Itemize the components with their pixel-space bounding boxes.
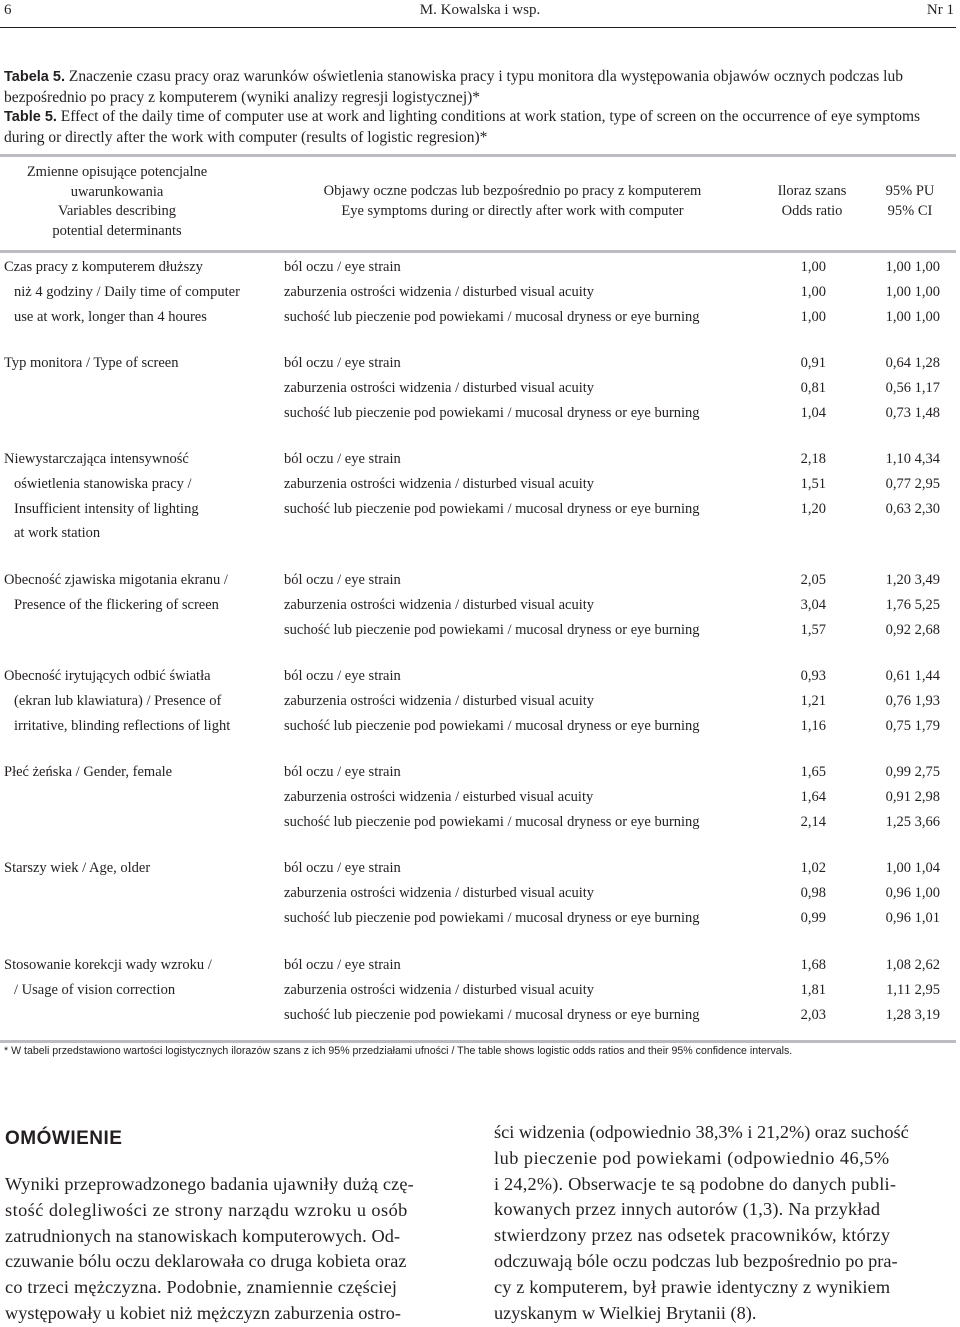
ci-cell: 0,61 1,44: [885, 668, 940, 684]
odds-ratio-cell: 2,05: [800, 572, 826, 588]
header-line: Objawy oczne podczas lub bezpośrednio po pracy z komputerem: [323, 183, 702, 199]
odds-ratio-cell: 3,04: [800, 596, 826, 613]
variable-label: oświetlenia stanowiska pracy /: [14, 475, 192, 492]
running-header: [0, 0, 960, 24]
issue-number: Nr 1: [926, 2, 954, 18]
table-top-rule: [0, 154, 956, 157]
symptom-cell: ból oczu / eye strain: [284, 668, 401, 684]
variable-label: Płeć żeńska / Gender, female: [4, 764, 173, 780]
symptom-cell: ból oczu / eye strain: [284, 764, 401, 780]
table-footnote: * W tabeli przedstawiono wartości logistycznych ilorazów szans z ich 95% przedziałami ufności / The table shows logistic odds ratios and their 95% confidence intervals.: [4, 1045, 793, 1057]
symptom-cell: zaburzenia ostrości widzenia / disturbed visual acuity: [284, 981, 595, 998]
header-line: uwarunkowania: [70, 183, 164, 200]
text-line: występowały u kobiet niż mężczyzn zaburzenia ostro-: [5, 1302, 401, 1323]
variable-label: Starszy wiek / Age, older: [4, 860, 151, 876]
text-line: kowanych przez innych autorów (1,3). Na przykład: [494, 1199, 881, 1220]
ci-cell: 0,76 1,93: [885, 692, 940, 709]
ci-cell: 0,75 1,79: [885, 717, 940, 734]
symptom-cell: ból oczu / eye strain: [284, 451, 401, 467]
variable-label: (ekran lub klawiatura) / Presence of: [14, 692, 222, 709]
header-ci: [870, 182, 950, 221]
left-column-text: [5, 1172, 468, 1327]
symptom-cell: zaburzenia ostrości widzenia / disturbed visual acuity: [284, 475, 595, 492]
symptom-cell: suchość lub pieczenie pod powiekami / mucosal dryness or eye burning: [284, 404, 700, 421]
ci-cell: 1,76 5,25: [885, 596, 940, 613]
ci-cell: 1,00 1,00: [885, 283, 940, 300]
odds-ratio-cell: 0,91: [800, 355, 826, 371]
symptom-cell: zaburzenia ostrości widzenia / disturbed visual acuity: [284, 692, 595, 709]
header-line: Iloraz szans: [777, 183, 847, 199]
symptom-cell: ból oczu / eye strain: [284, 572, 401, 588]
caption-en-label: Table 5.: [4, 109, 57, 125]
ci-cell: 1,25 3,66: [885, 813, 940, 830]
variable-label: Czas pracy z komputerem dłuższy: [4, 259, 203, 275]
ci-cell: 1,20 3,49: [885, 572, 940, 588]
odds-ratio-cell: 1,68: [800, 957, 826, 973]
odds-ratio-cell: 1,57: [800, 621, 826, 638]
symptom-cell: suchość lub pieczenie pod powiekami / mucosal dryness or eye burning: [284, 1006, 700, 1023]
header-symptoms: [290, 182, 735, 221]
table-caption: [4, 67, 954, 147]
table-header-rule: [0, 250, 956, 253]
symptom-cell: zaburzenia ostrości widzenia / disturbed visual acuity: [284, 379, 595, 396]
variable-label: Obecność irytujących odbić światła: [4, 668, 211, 684]
odds-ratio-cell: 0,99: [800, 909, 826, 926]
odds-ratio-cell: 1,00: [800, 283, 826, 300]
variable-label: / Usage of vision correction: [14, 981, 176, 998]
header-line: Odds ratio: [781, 202, 843, 219]
ci-cell: 1,00 1,00: [885, 308, 940, 325]
text-line: lub pieczenie pod powiekami (odpowiednio 46,5%: [494, 1147, 890, 1168]
odds-ratio-cell: 0,98: [800, 884, 826, 901]
ci-cell: 1,00 1,04: [885, 860, 940, 876]
header-line: 95% PU: [885, 183, 935, 199]
text-line: co trzeci mężczyzna. Podobnie, znamiennie częściej: [5, 1277, 398, 1298]
symptom-cell: ból oczu / eye strain: [284, 259, 401, 275]
variable-label: irritative, blinding reflections of light: [14, 717, 231, 734]
header-rule: [0, 27, 956, 28]
symptom-cell: zaburzenia ostrości widzenia / eisturbed visual acuity: [284, 788, 594, 805]
header-line: potential determinants: [52, 222, 182, 239]
variable-label: Insufficient intensity of lighting: [14, 500, 199, 517]
symptom-cell: ból oczu / eye strain: [284, 355, 401, 371]
variable-label: Typ monitora / Type of screen: [4, 355, 179, 371]
variable-label: Obecność zjawiska migotania ekranu /: [4, 572, 228, 588]
ci-cell: 1,10 4,34: [885, 451, 940, 467]
ci-cell: 0,99 2,75: [885, 764, 940, 780]
header-line: Zmienne opisujące potencjalne: [26, 164, 208, 180]
variable-label: Presence of the flickering of screen: [14, 596, 219, 613]
ci-cell: 1,00 1,00: [885, 259, 940, 275]
ci-cell: 0,96 1,01: [885, 909, 940, 926]
ci-cell: 0,64 1,28: [885, 355, 940, 371]
odds-ratio-cell: 1,20: [800, 500, 826, 517]
running-authors: M. Kowalska i wsp.: [419, 2, 541, 18]
odds-ratio-cell: 1,16: [800, 717, 826, 734]
text-line: zatrudnionych na stanowiskach komputerowych. Od-: [5, 1225, 401, 1246]
ci-cell: 0,73 1,48: [885, 404, 940, 421]
ci-cell: 0,92 2,68: [885, 621, 940, 638]
ci-cell: 0,77 2,95: [885, 475, 940, 492]
header-variables: [6, 163, 228, 241]
section-heading: OMÓWIENIE: [5, 1128, 123, 1149]
text-line: odczuwają bóle oczu podczas lub bezpośrednio po pra-: [494, 1250, 898, 1271]
table-bottom-rule: [0, 1040, 956, 1043]
odds-ratio-cell: 2,03: [800, 1006, 826, 1023]
header-line: Eye symptoms during or directly after work with computer: [341, 202, 684, 219]
odds-ratio-cell: 1,02: [800, 860, 826, 876]
ci-cell: 1,28 3,19: [885, 1006, 940, 1023]
caption-en-text: Effect of the daily time of computer use at work and lighting conditions at work station, type of screen on the occurrence of eye symptoms during or directly after the work with computer (results of logistic regresion)*: [4, 108, 921, 146]
symptom-cell: zaburzenia ostrości widzenia / disturbed visual acuity: [284, 283, 595, 300]
odds-ratio-cell: 0,81: [800, 379, 826, 396]
text-line: stwierdzony przez nas odsetek pracowników, którzy: [494, 1225, 891, 1246]
variable-label: niż 4 godziny / Daily time of computer: [14, 283, 240, 300]
symptom-cell: suchość lub pieczenie pod powiekami / mucosal dryness or eye burning: [284, 500, 700, 517]
symptom-cell: zaburzenia ostrości widzenia / disturbed visual acuity: [284, 596, 595, 613]
odds-ratio-cell: 1,51: [800, 475, 826, 492]
odds-ratio-cell: 0,93: [800, 668, 826, 684]
odds-ratio-cell: 1,64: [800, 788, 826, 805]
ci-cell: 0,56 1,17: [885, 379, 940, 396]
odds-ratio-cell: 1,04: [800, 404, 826, 421]
symptom-cell: suchość lub pieczenie pod powiekami / mucosal dryness or eye burning: [284, 813, 700, 830]
caption-pl-label: Tabela 5.: [4, 69, 65, 85]
text-line: uzyskanym w Wielkiej Brytanii (8).: [494, 1302, 757, 1323]
ci-cell: 0,91 2,98: [885, 788, 940, 805]
odds-ratio-cell: 2,14: [800, 813, 826, 830]
symptom-cell: suchość lub pieczenie pod powiekami / mucosal dryness or eye burning: [284, 909, 700, 926]
odds-ratio-cell: 1,00: [800, 259, 826, 275]
symptom-cell: suchość lub pieczenie pod powiekami / mucosal dryness or eye burning: [284, 717, 700, 734]
variable-label: Niewystarczająca intensywność: [4, 451, 189, 467]
symptom-cell: ból oczu / eye strain: [284, 957, 401, 973]
header-line: Variables describing: [58, 203, 176, 219]
symptom-cell: zaburzenia ostrości widzenia / disturbed visual acuity: [284, 884, 595, 901]
variable-label: Stosowanie korekcji wady wzroku /: [4, 957, 212, 973]
text-line: ści widzenia (odpowiednio 38,3% i 21,2%) oraz suchość: [494, 1122, 909, 1142]
text-line: i 24,2%). Obserwacje te są podobne do danych publi-: [494, 1173, 897, 1194]
symptom-cell: ból oczu / eye strain: [284, 860, 401, 876]
ci-cell: 1,11 2,95: [886, 981, 940, 998]
right-column-text: [494, 1120, 957, 1326]
ci-cell: 0,96 1,00: [885, 884, 940, 901]
header-odds-ratio: [762, 182, 862, 221]
symptom-cell: suchość lub pieczenie pod powiekami / mucosal dryness or eye burning: [284, 308, 700, 325]
text-line: Wyniki przeprowadzonego badania ujawniły dużą czę-: [5, 1174, 414, 1194]
odds-ratio-cell: 1,65: [800, 764, 826, 780]
ci-cell: 1,08 2,62: [885, 957, 940, 973]
variable-label: at work station: [14, 525, 101, 542]
text-line: czuwanie bólu oczu deklarowała co druga kobieta oraz: [5, 1251, 407, 1272]
header-line: 95% CI: [887, 202, 933, 219]
caption-pl-text: Znaczenie czasu pracy oraz warunków oświetlenia stanowiska pracy i typu monitora dla występowania objawów ocznych podczas lub bezpośrednio po pracy z komputerem (wyniki analizy regresji logistycznej)*: [4, 68, 903, 106]
ci-cell: 0,63 2,30: [885, 500, 940, 517]
variable-label: use at work, longer than 4 houres: [14, 308, 207, 325]
page-number: 6: [4, 2, 12, 18]
odds-ratio-cell: 2,18: [800, 451, 826, 467]
odds-ratio-cell: 1,21: [800, 692, 826, 709]
text-line: stość dolegliwości ze strony narządu wzroku u osób: [5, 1199, 408, 1220]
symptom-cell: suchość lub pieczenie pod powiekami / mucosal dryness or eye burning: [284, 621, 700, 638]
odds-ratio-cell: 1,00: [800, 308, 826, 325]
text-line: cy z komputerem, był prawie identyczny z wynikiem: [494, 1276, 891, 1297]
odds-ratio-cell: 1,81: [800, 981, 826, 998]
